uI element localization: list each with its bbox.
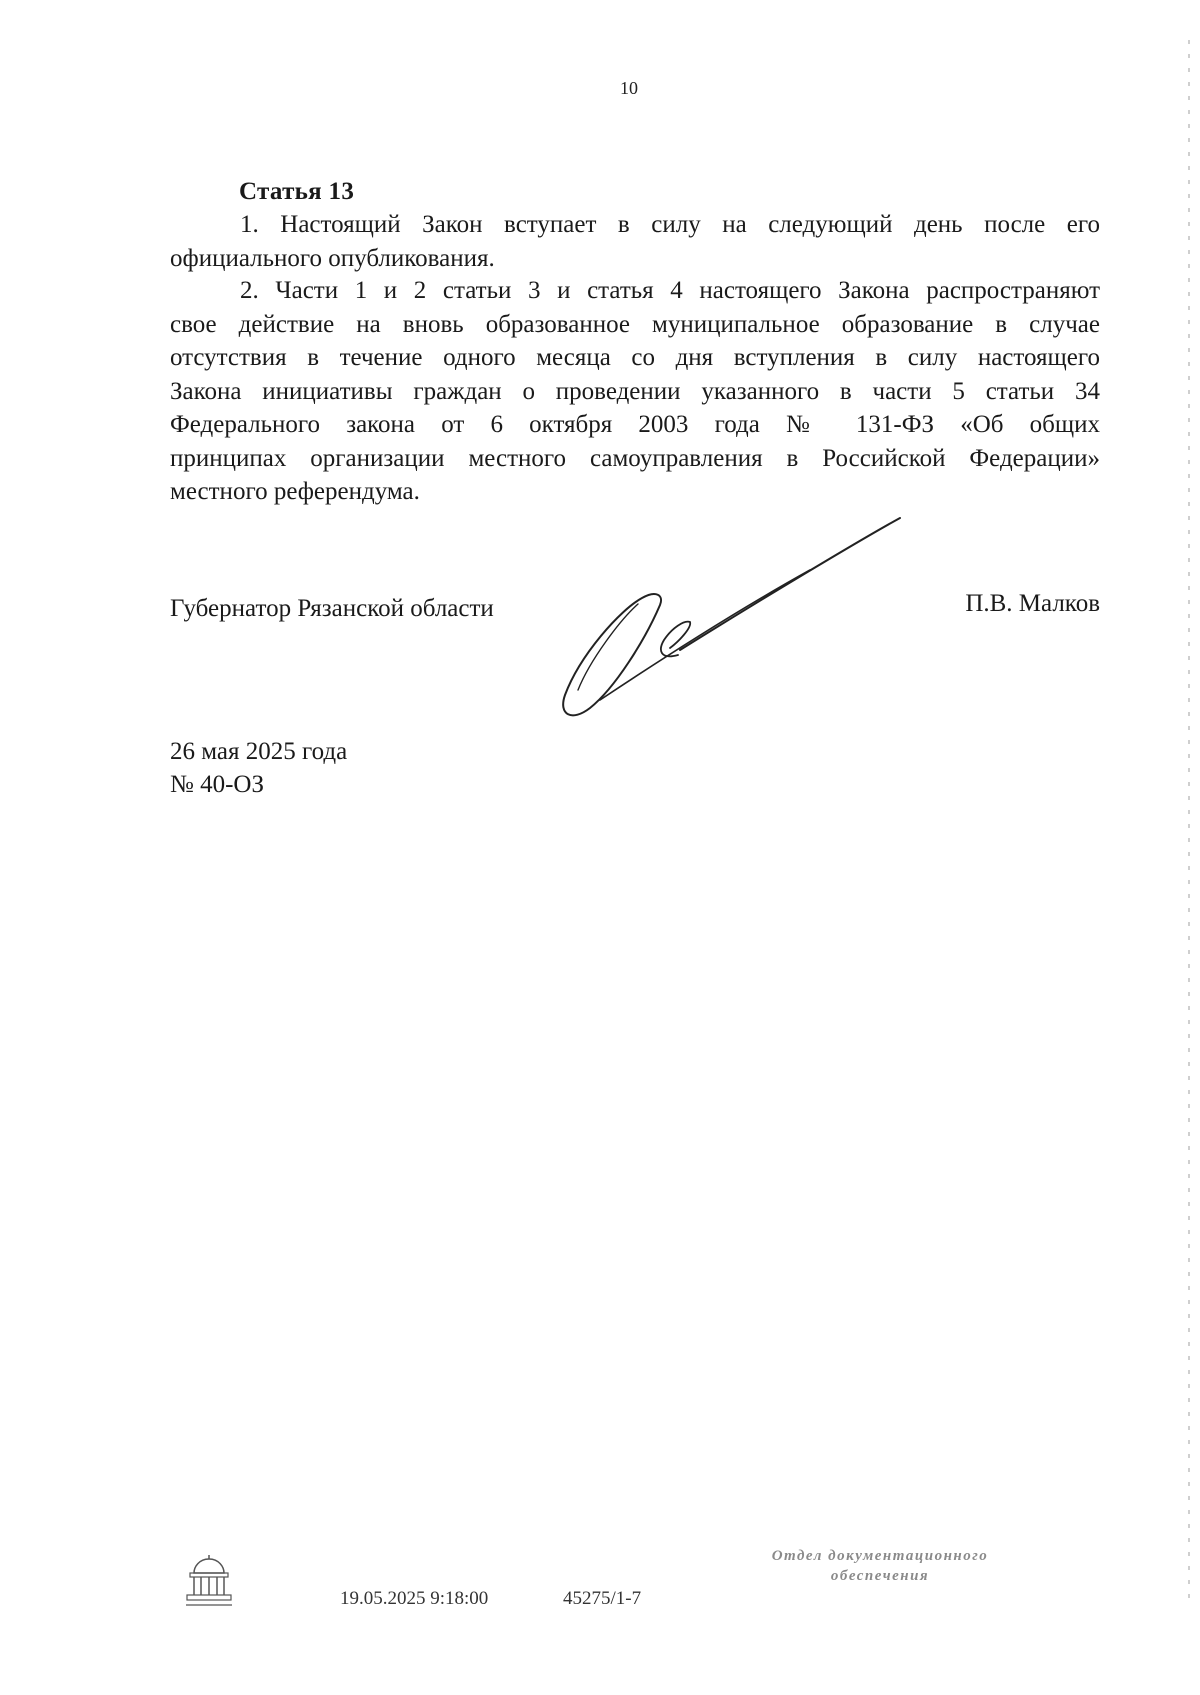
signer-name: П.В. Малков: [965, 590, 1100, 617]
article-paragraph-1: [170, 208, 1100, 275]
signing-date: 26 мая 2025 года: [170, 738, 348, 765]
article-title: Статья 13: [239, 178, 355, 205]
scan-edge-marks: [1188, 40, 1190, 1600]
signer-position: Губернатор Рязанской области: [170, 595, 494, 622]
registration-timestamp: 19.05.2025 9:18:00: [340, 1588, 489, 1609]
registration-number: 45275/1-7: [563, 1588, 642, 1609]
stamp-line: Отдел документационного: [771, 1548, 989, 1564]
paragraph-line: Закона инициативы граждан о проведении указанного в части 5 статьи 34: [170, 377, 1100, 405]
building-emblem-icon: [184, 1555, 234, 1607]
paragraph-line: 2. Части 1 и 2 статьи 3 и статья 4 настоящего Закона распространяют: [240, 277, 1100, 304]
paragraph-line: принципах организации местного самоуправления в Российской Федерации»: [170, 444, 1100, 472]
stamp-line: обеспечения: [830, 1568, 930, 1584]
paragraph-line: Федерального закона от 6 октября 2003 года № 131-ФЗ «Об общих: [170, 411, 1100, 438]
article-paragraph-2: [170, 274, 1100, 509]
paragraph-line: местного референдума.: [170, 478, 420, 505]
paragraph-line: официального опубликования.: [170, 244, 495, 272]
page-number: 10: [620, 78, 638, 98]
paragraph-line: свое действие на вновь образованное муниципальное образование в случае: [170, 310, 1100, 338]
law-number: № 40-ОЗ: [170, 771, 265, 798]
paragraph-line: 1. Настоящий Закон вступает в силу на следующий день после его: [240, 211, 1100, 238]
department-stamp: [735, 1546, 1025, 1586]
paragraph-line: отсутствия в течение одного месяца со дня вступления в силу настоящего: [170, 344, 1100, 371]
handwritten-signature: [560, 510, 920, 740]
